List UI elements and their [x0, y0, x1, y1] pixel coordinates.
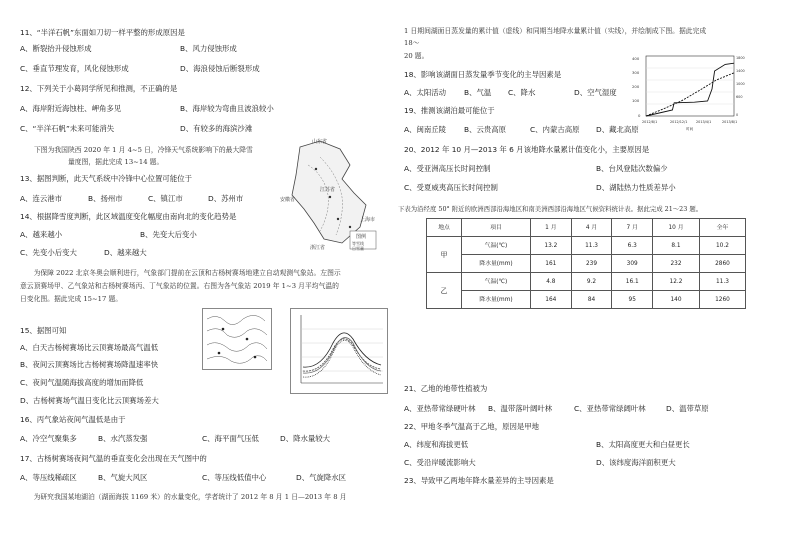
- table-header-cell: 7 月: [612, 219, 653, 237]
- table-cell: 6.3: [612, 237, 653, 255]
- table-cell: 12.2: [653, 273, 700, 291]
- gridlines: [301, 329, 383, 371]
- q11-option-d[interactable]: D、海浪侵蚀后断裂形成: [180, 64, 260, 73]
- q17-option-c[interactable]: C、等压线低值中心: [202, 473, 267, 482]
- table-row: [427, 255, 746, 273]
- q11-option-c[interactable]: C、垂直节理发育，风化侵蚀形成: [20, 64, 129, 73]
- q14-stem: 14、根据降雪度判断，此区域温度变化幅度由南向北的变化趋势是: [20, 212, 237, 221]
- q14-option-d[interactable]: D、越来越大: [104, 248, 147, 257]
- intro-18-20-line1: 为研究我国某地湖泊（湖面海拔 1169 米）的水量变化，学者统计了 2012 年 8 月 1 日—2013 年 8 月: [20, 493, 347, 501]
- q12-option-a[interactable]: A、海岸附近海蚀柱、岬角多见: [20, 104, 122, 113]
- q22-option-c[interactable]: C、受沿岸暖流影响大: [404, 458, 476, 467]
- left-axis-tick: 400: [632, 56, 640, 61]
- right-axis-tick: 1400: [736, 69, 745, 73]
- q15-option-a[interactable]: A、白天古杨树赛场比云顶赛场最高气温低: [20, 343, 159, 352]
- table-item-cell: 降水量(mm): [462, 255, 531, 273]
- q20-option-c[interactable]: C、受夏威夷高压长时间控制: [404, 183, 498, 192]
- table-header-cell: 10 月: [653, 219, 700, 237]
- q11-option-a[interactable]: A、断裂抬升侵蚀形成: [20, 44, 92, 53]
- q13-option-c[interactable]: C、镇江市: [148, 194, 183, 203]
- q20-option-a[interactable]: A、受亚洲高压长时间控制: [404, 164, 491, 173]
- q15-stem: 15、据图可知: [20, 326, 67, 335]
- curve-station-a: [303, 333, 381, 367]
- table-item-cell: 气温(℃): [462, 273, 531, 291]
- cumulative-chart-svg: [630, 52, 748, 132]
- table-cell: 9.2: [571, 273, 612, 291]
- table-cell: 84: [571, 291, 612, 309]
- q11-option-b[interactable]: B、风力侵蚀形成: [180, 44, 237, 53]
- cumulative-chart: [630, 52, 748, 132]
- q14-option-b[interactable]: B、先变大后变小: [140, 230, 197, 239]
- q13-option-d[interactable]: D、苏州市: [208, 194, 244, 203]
- x-axis-tick: 2012/12/1: [670, 120, 688, 124]
- table-cell: 8.1: [653, 237, 700, 255]
- table-cell: 140: [653, 291, 700, 309]
- contour-line: [207, 315, 265, 324]
- q22-stem: 22、甲地冬季气温高于乙地，原因是甲地: [404, 422, 540, 431]
- q21-option-a[interactable]: A、亚热带常绿硬叶林: [404, 404, 476, 413]
- table-row: [427, 273, 746, 291]
- table-item-cell: 气温(℃): [462, 237, 531, 255]
- city-marker: [337, 218, 339, 220]
- map-label-zhejiang: 浙江省: [310, 245, 326, 251]
- table-cell: 11.3: [571, 237, 612, 255]
- q21-option-d[interactable]: D、温带草原: [666, 404, 709, 413]
- map-label-shanghai: 上海市: [360, 217, 376, 223]
- q22-option-a[interactable]: A、纬度和海拔更低: [404, 440, 469, 449]
- intro-18-20-line3: 18～: [404, 39, 420, 47]
- station-marker: [222, 328, 225, 331]
- contour-line: [207, 343, 267, 352]
- q16-option-c[interactable]: C、海平面气压低: [202, 434, 259, 443]
- q12-option-d[interactable]: D、有较多的海滨沙滩: [180, 124, 253, 133]
- intro-13-14-line1: 下图为我国陕西 2020 年 1 月 4~5 日，冷锋天气系统影响下的最大降雪: [34, 146, 253, 154]
- intro-15-17-line1: 为保障 2022 北京冬奥会顺利进行，气象部门提前在云顶和古杨树赛场地建立自动观测气象站。左图示: [20, 269, 341, 277]
- table-cell: 164: [531, 291, 572, 309]
- q19-stem: 19、推测该湖泊最可能位于: [404, 106, 495, 115]
- q18-option-d[interactable]: D、空气湿度: [574, 88, 617, 97]
- table-cell: 95: [612, 291, 653, 309]
- diurnal-chart-svg: [291, 309, 387, 393]
- map-label-shandong: 山东省: [312, 139, 328, 145]
- station-marker: [218, 352, 221, 355]
- q18-stem: 18、影响该湖面日蒸发量季节变化的主导因素是: [404, 70, 562, 79]
- venue-contour-map: [202, 308, 272, 370]
- q14-option-a[interactable]: A、越来越小: [20, 230, 63, 239]
- table-cell: 239: [571, 255, 612, 273]
- intro-15-17-line3: 日变化图。据此完成 15~17 题。: [20, 295, 123, 303]
- q16-stem: 16、丙气象站夜间气温低是由于: [20, 415, 126, 424]
- q13-option-a[interactable]: A、连云港市: [20, 194, 63, 203]
- city-marker: [315, 168, 317, 170]
- table-cell: 11.3: [699, 273, 745, 291]
- q21-option-c[interactable]: C、亚热带常绿阔叶林: [574, 404, 646, 413]
- table-cell: 1260: [699, 291, 745, 309]
- table-cell: 10.2: [699, 237, 745, 255]
- contour-line: [207, 356, 267, 364]
- q21-option-b[interactable]: B、温带落叶阔叶林: [488, 404, 553, 413]
- map-legend-snow: 日雪量: [352, 246, 364, 251]
- table-cell: 4.8: [531, 273, 572, 291]
- q14-option-c[interactable]: C、先变小后变大: [20, 248, 77, 257]
- table-row: [427, 291, 746, 309]
- snowfall-map: [280, 135, 385, 253]
- table-row: [427, 237, 746, 255]
- contour-line: [207, 329, 267, 338]
- q20-option-b[interactable]: B、台风登陆次数偏少: [596, 164, 668, 173]
- intro-21-23: 下表为沿经度 50° 附近的欧洲西部沿海地区和南美洲西部沿海地区气候资料统计表。据此完成 21～23 题。: [398, 205, 703, 213]
- table-cell: 309: [612, 255, 653, 273]
- left-axis-tick: 200: [632, 84, 640, 89]
- x-axis-tick: 2013/8/1: [722, 120, 738, 124]
- q16-option-b[interactable]: B、水汽蒸发强: [98, 434, 148, 443]
- q18-option-a[interactable]: A、太阳活动: [404, 88, 447, 97]
- right-axis-tick: 1800: [736, 56, 745, 60]
- right-axis-tick: 600: [736, 95, 743, 99]
- table-place-cell: 甲: [427, 237, 462, 273]
- map-label-jiangsu: 江苏省: [320, 187, 336, 193]
- intro-18-20-line2: 1 日期间湖面日蒸发量的累计值（虚线）和同期当地降水量累计值（实线），并绘制成下图。据此完成: [404, 27, 707, 35]
- left-axis-tick: 100: [632, 98, 640, 103]
- q19-option-a[interactable]: A、闽南丘陵: [404, 125, 447, 134]
- left-axis-tick: 0: [638, 113, 641, 118]
- q12-stem: 12、下列关于小葛同学所见和推测，不正确的是: [20, 84, 178, 93]
- q20-stem: 20、2012 年 10 月—2013 年 6 月该地降水量累计值变化小，主要原因是: [404, 145, 650, 154]
- climate-table: [426, 218, 746, 309]
- q12-option-b[interactable]: B、海岸较为弯曲且波浪较小: [180, 104, 274, 113]
- right-axis-tick: 1000: [736, 82, 745, 86]
- table-header-cell: 1 月: [531, 219, 572, 237]
- q17-option-d[interactable]: D、气旋降水区: [296, 473, 347, 482]
- table-cell: 13.2: [531, 237, 572, 255]
- table-header-row: [427, 219, 746, 237]
- q15-option-b[interactable]: B、夜间云顶赛场比古杨树赛场降温速率快: [20, 360, 159, 369]
- x-axis-label: 时间: [686, 127, 694, 131]
- q22-option-d[interactable]: D、该纬度海洋面积更大: [596, 458, 676, 467]
- table-header-cell: 4 月: [571, 219, 612, 237]
- contour-svg: [203, 309, 271, 369]
- table-cell: 2860: [699, 255, 745, 273]
- q17-option-a[interactable]: A、等压线稀疏区: [20, 473, 77, 482]
- map-legend-isoline: 等雪线: [352, 241, 364, 246]
- intro-18-20-line4: 20 题。: [404, 52, 429, 60]
- table-place-cell: 乙: [427, 273, 462, 309]
- intro-15-17-line2: 意云顶赛场甲、乙气象站和古杨树赛场丙、丁气象站的位置。右图为各气象站 2019 年 1~3 月平均气温的: [20, 282, 339, 290]
- table-cell: 16.1: [612, 273, 653, 291]
- q18-option-c[interactable]: C、降水: [508, 88, 536, 97]
- q21-stem: 21、乙地的地带性植被为: [404, 384, 488, 393]
- q12-option-c[interactable]: C、“半洋石帆”未来可能消失: [20, 124, 115, 133]
- plot-frame: [646, 56, 734, 116]
- map-label-anhui: 安徽省: [280, 197, 296, 203]
- q19-option-c[interactable]: C、内蒙古高原: [530, 125, 580, 134]
- intro-13-14-line2: 量度图，据此完成 13~14 题。: [34, 158, 164, 166]
- q23-stem: 23、导致甲乙两地年降水量差异的主导因素是: [404, 476, 554, 485]
- q18-option-b[interactable]: B、气温: [464, 88, 492, 97]
- table-header-cell: 全年: [699, 219, 745, 237]
- q20-option-d[interactable]: D、湖陆热力性质差异小: [596, 183, 676, 192]
- map-legend-title: 图例: [356, 234, 367, 240]
- station-marker: [246, 338, 249, 341]
- table-cell: 232: [653, 255, 700, 273]
- q17-stem: 17、古杨树赛场夜间气温的垂直变化会出现在天气图中的: [20, 454, 207, 463]
- table-header-corner: 地点: [427, 219, 462, 237]
- q15-option-c[interactable]: C、夜间气温随海拔高度的增加而降低: [20, 378, 144, 387]
- q11-stem: 11、“半洋石帆”东面如刀切一样平整的形成原因是: [20, 28, 185, 37]
- x-axis-tick: 2013/4/1: [696, 120, 712, 124]
- q15-option-d[interactable]: D、古杨树赛场气温日变化比云顶赛场差大: [20, 396, 159, 405]
- table-cell: 161: [531, 255, 572, 273]
- city-marker: [329, 196, 331, 198]
- table-item-cell: 降水量(mm): [462, 291, 531, 309]
- q17-option-b[interactable]: B、气旋大风区: [98, 473, 148, 482]
- city-marker: [349, 226, 351, 228]
- right-axis-tick: 0: [736, 113, 739, 117]
- diurnal-temperature-chart: [290, 308, 388, 394]
- q13-stem: 13、据图判断，此天气系统中冷锋中心位置可能位于: [20, 174, 193, 183]
- station-marker: [254, 356, 257, 359]
- q19-option-d[interactable]: D、藏北高原: [596, 125, 639, 134]
- table-header-cell: 项目: [462, 219, 531, 237]
- x-axis-tick: 2012/8/1: [642, 120, 658, 124]
- q16-option-a[interactable]: A、冷空气聚集多: [20, 434, 77, 443]
- q22-option-b[interactable]: B、太阳高度更大和白昼更长: [596, 440, 690, 449]
- left-axis-tick: 300: [632, 70, 640, 75]
- q13-option-b[interactable]: B、扬州市: [88, 194, 123, 203]
- q16-option-d[interactable]: D、降水量较大: [280, 434, 331, 443]
- q19-option-b[interactable]: B、云贵高原: [464, 125, 507, 134]
